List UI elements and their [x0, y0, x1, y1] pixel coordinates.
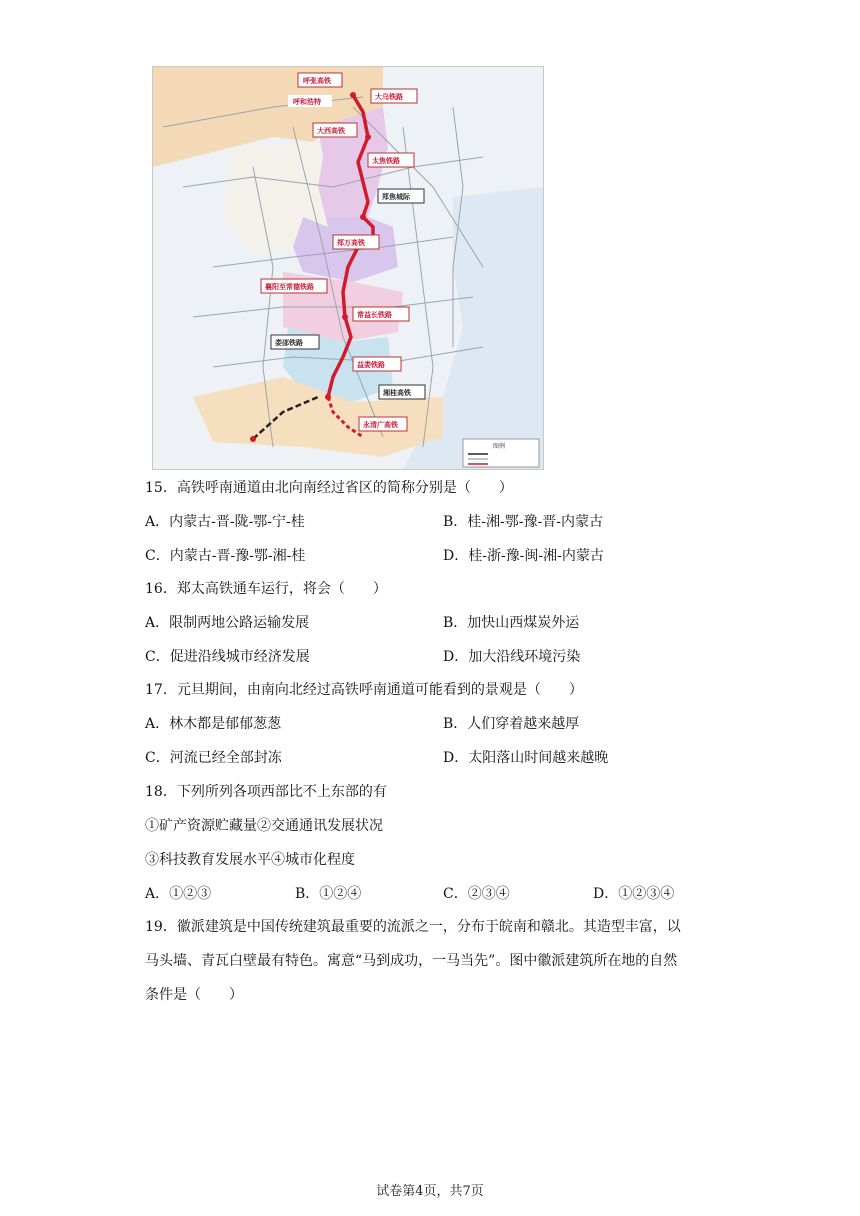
map-label-yilou: 益娄铁路	[357, 361, 385, 369]
map-legend-title: 图例	[493, 443, 506, 450]
q15-stem: 15．高铁呼南通道由北向南经过省区的简称分别是（ ）	[145, 480, 513, 496]
q16-option-a[interactable]: A．限制两地公路运输发展	[145, 615, 310, 631]
q16-option-d[interactable]: D．加大沿线环境污染	[443, 649, 581, 665]
q17-stem: 17．元旦期间，由南向北经过高铁呼南通道可能看到的景观是（ ）	[145, 682, 583, 698]
q15-option-b[interactable]: B．桂-湘-鄂-豫-晋-内蒙古	[443, 514, 603, 530]
map-label-loushao: 娄邵铁路	[275, 339, 303, 347]
q17-option-a[interactable]: A．林木都是郁郁葱葱	[145, 716, 282, 732]
map-label-xiangchang: 襄阳至常德铁路	[265, 283, 314, 291]
q18-line-2: ③科技教育发展水平④城市化程度	[145, 852, 355, 868]
q15-option-d[interactable]: D．桂-浙-豫-闽-湘-内蒙古	[443, 548, 604, 564]
q18-option-d[interactable]: D．①②③④	[593, 886, 675, 902]
q17-option-c[interactable]: C．河流已经全部封冻	[145, 750, 282, 766]
q16-option-b[interactable]: B．加快山西煤炭外运	[443, 615, 580, 631]
q18-option-a[interactable]: A．①②③	[145, 886, 212, 902]
map-label-daxi: 大西高铁	[317, 127, 345, 135]
map-label-dawu: 大乌铁路	[375, 93, 403, 101]
q18-option-c[interactable]: C．②③④	[443, 886, 510, 902]
q19-stem-line-3: 条件是（ ）	[145, 987, 243, 1003]
map-legend	[463, 439, 539, 467]
map-label-taijiao: 太焦铁路	[372, 157, 400, 165]
map-label-zhengwan: 郑万高铁	[337, 239, 365, 247]
map-label-zhengjiao: 郑焦城际	[382, 193, 410, 201]
q16-stem: 16．郑太高铁通车运行，将会（ ）	[145, 581, 387, 597]
map-label-huzhang: 呼张高铁	[303, 77, 331, 85]
page-footer: 试卷第4页，共7页	[376, 1184, 484, 1199]
q18-stem: 18．下列所列各项西部比不上东部的有	[145, 784, 387, 800]
railway-map	[153, 67, 543, 469]
map-label-changyichang: 常益长铁路	[357, 311, 392, 319]
map-label-xianggui: 湘桂高铁	[383, 389, 411, 397]
q15-option-a[interactable]: A．内蒙古-晋-陇-鄂-宁-桂	[145, 514, 305, 530]
q16-option-c[interactable]: C．促进沿线城市经济发展	[145, 649, 310, 665]
q18-line-1: ①矿产资源贮藏量②交通通讯发展状况	[145, 818, 383, 834]
q15-option-c[interactable]: C．内蒙古-晋-豫-鄂-湘-桂	[145, 548, 306, 564]
map-label-huhehaote: 呼和浩特	[293, 98, 321, 106]
q19-stem-line-1: 19．徽派建筑是中国传统建筑最重要的流派之一，分布于皖南和赣北。其造型丰富，以	[145, 919, 681, 935]
q17-option-b[interactable]: B．人们穿着越来越厚	[443, 716, 580, 732]
railway-map-figure	[152, 66, 544, 470]
q19-stem-line-2: 马头墙、青瓦白壁最有特色。寓意“马到成功，一马当先”。图中徽派建筑所在地的自然	[145, 953, 678, 969]
q18-option-b[interactable]: B．①②④	[295, 886, 362, 902]
map-label-yongqingguang: 永清广高铁	[363, 421, 398, 429]
q17-option-d[interactable]: D．太阳落山时间越来越晚	[443, 750, 609, 766]
